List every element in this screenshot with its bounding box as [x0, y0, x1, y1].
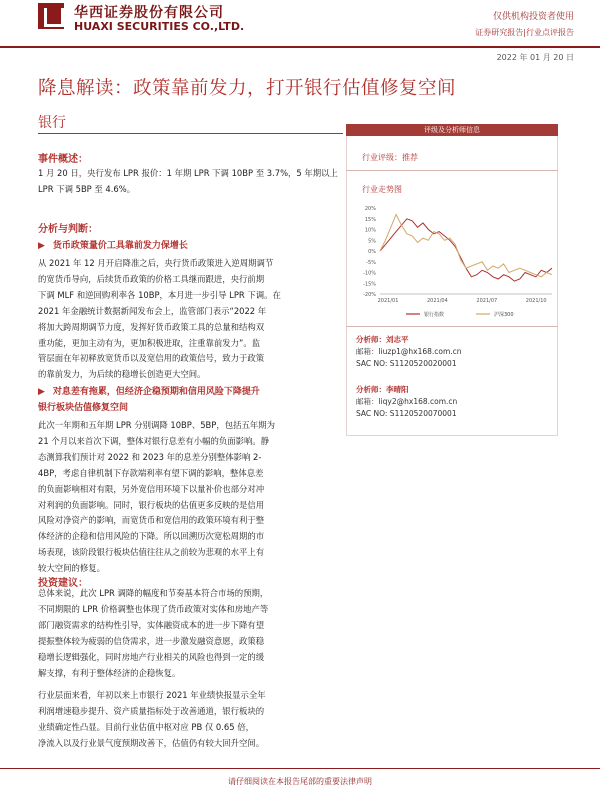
analyst-block-1 [356, 334, 462, 370]
advice-heading: 投资建议： [38, 578, 88, 589]
y-tick-label: 15% [364, 216, 376, 223]
event-heading: 事件概述： [38, 154, 88, 165]
legal-notice: 请仔细阅读在本报告尾部的重要法律声明 [228, 777, 372, 786]
analysis-heading: 分析与判断： [38, 224, 98, 235]
y-tick-label: -10% [363, 270, 376, 277]
report-date: 2022 年 01 月 20 日 [496, 53, 574, 62]
paragraph-line: 业绩确定性凸显。目前行业估值中枢对应 PB 仅 0.65 倍， [38, 721, 254, 732]
paragraph-line: 较大空间的修复。 [38, 563, 105, 574]
report-title: 降息解读：政策靠前发力，打开银行估值修复空间 [38, 78, 457, 99]
x-tick-label: 2021/04 [427, 298, 448, 304]
paragraph-line: 部门融资需求的结构性引导，实体融资成本的进一步下降有望 [38, 619, 265, 630]
paragraph-line: 的负面影响相对有限，另外宽信用环境下以量补价也部分对冲 [38, 483, 265, 494]
paragraph-line: 将加大跨周期调节力度，发挥好货币政策工具的总量和结构双 [38, 321, 265, 332]
paragraph-line: 不同期限的 LPR 价格调整也体现了货币政策对实体和房地产等 [38, 603, 269, 614]
y-tick-label: 5% [368, 238, 376, 245]
rating-divider [346, 170, 558, 171]
y-tick-label: -5% [366, 259, 376, 266]
sidebar-title-bar: 评级及分析师信息 [346, 124, 558, 136]
paragraph-line: 稳增长逻辑强化，同时房地产行业相关的风险也得到一定的缓 [38, 651, 265, 662]
y-tick-label: 20% [364, 206, 376, 212]
header-divider [0, 46, 600, 48]
analyst2-name: 分析师：李晴阳 [356, 385, 409, 394]
analyst2-email: 邮箱：liqy2@hx168.com.cn [356, 397, 458, 406]
paragraph-line: 利润增速稳步提升、资产质量指标处于改善通道，银行板块的 [38, 705, 265, 716]
advice-para2 [38, 688, 348, 752]
bullet-triangle-icon: ▶ [38, 387, 45, 397]
analysis-point2-text [38, 418, 348, 577]
paragraph-line: 下调 MLF 和逆回购利率各 10BP，本月进一步引导 LPR 下调。在 [38, 289, 281, 300]
analysis-point1-title: ▶ 货币政策量价工具靠前发力保增长 [38, 241, 188, 251]
series-line-1 [380, 219, 552, 281]
paragraph-line: 重功能，更加主动有为，更加积极进取，注重靠前发力”。监 [38, 337, 261, 348]
paragraph-line: 解支撑，有利于整体经济的企稳恢复。 [38, 667, 181, 678]
bullet-triangle-icon: ▶ [38, 241, 45, 251]
paragraph-line: 的靠前发力，为后续的稳增长创造更大空间。 [38, 369, 206, 380]
industry-rating: 行业评级：推荐 [362, 153, 418, 162]
analyst2-sac: SAC NO: S1120520070001 [356, 409, 457, 418]
analyst-block-2 [356, 384, 457, 420]
analyst1-sac: SAC NO: S1120520020001 [356, 359, 457, 368]
paragraph-line: 提振整体较为疲弱的信贷需求，进一步激发融资意愿，政策稳 [38, 635, 265, 646]
y-tick-label: 10% [364, 227, 376, 234]
paragraph-line: 此次一年期和五年期 LPR 分别调降 10BP、5BP，包括五年期为 [38, 420, 275, 430]
analysis-point2-title: ▶ 对息差有拖累，但经济企稳预期和信用风险下降提升 银行板块估值修复空间 [38, 387, 260, 413]
paragraph-line: 从 2021 年 12 月开启降准之后，央行货币政策进入逆周期调节 [38, 258, 274, 268]
sector-divider [38, 133, 343, 134]
audience-notice: 仅供机构投资者使用 [492, 12, 574, 22]
paragraph-line: 态测算我们预计对 2022 和 2023 年的息差分别整体影响 2- [38, 451, 262, 462]
y-tick-label: -20% [363, 292, 376, 298]
footer-divider [0, 768, 600, 769]
analyst1-name: 分析师：刘志平 [356, 335, 409, 344]
trend-chart [346, 198, 558, 324]
company-logo [38, 3, 64, 29]
sector-name: 银行 [38, 115, 66, 131]
paragraph-line: 4BP，考虑自律机制下存款端利率有望下调的影响，整体息差 [38, 467, 264, 478]
paragraph-line: 净流入以及行业景气度预期改善下，估值仍有较大回升空间。 [38, 737, 265, 748]
chart-divider [346, 326, 558, 327]
paragraph-line: 场表现，该阶段银行板块估值往往从之前较为悲观的水平上有 [38, 547, 265, 558]
event-text: 1 月 20 日，央行发布 LPR 报价：1 年期 LPR 下调 10BP 至 3.7%，5 年期以上 LPR 下调 5BP 至 4.6%。 [38, 168, 338, 194]
x-tick-label: 2021/01 [377, 298, 399, 304]
analysis-point1-text [38, 256, 348, 383]
legend-label: 银行指数 [424, 312, 445, 318]
paragraph-line: 21 个月以来首次下调，整体对银行息差有小幅的负面影响。静 [38, 435, 270, 446]
paragraph-line: 体经济的企稳和信用风险的下降。所以回溯历次宽松周期的市 [38, 531, 265, 542]
analyst1-email: 邮箱：liuzp1@hx168.com.cn [356, 347, 462, 356]
paragraph-line: 行业层面来看，年初以来上市银行 2021 年业绩快报显示全年 [38, 690, 266, 700]
paragraph-line: 总体来说，此次 LPR 调降的幅度和节奏基本符合市场的预期， [38, 588, 269, 598]
company-name-en: HUAXI SECURITIES CO.,LTD. [74, 20, 245, 33]
series-line-2 [380, 215, 552, 277]
y-tick-label: 0% [368, 249, 376, 255]
paragraph-line: 的宽货币导向，后续货币政策的价格工具继而跟进，央行前期 [38, 273, 265, 284]
y-tick-label: -15% [363, 281, 376, 288]
legend-label: 沪深300 [494, 312, 514, 318]
paragraph-line: 管层面在年初释放宽货币以及宽信用的政策信号，致力于政策 [38, 353, 265, 364]
x-tick-label: 2021/07 [476, 298, 498, 304]
paragraph-line: 风险对净资产的影响，而宽货币和宽信用的政策环境有利于整 [38, 515, 265, 526]
paragraph-line: 2021 年金融统计数据新闻发布会上，监管部门表示“2022 年 [38, 305, 267, 316]
trend-chart-label: 行业走势图 [362, 185, 402, 194]
report-type: 证券研究报告|行业点评报告 [475, 28, 574, 37]
company-name-cn: 华西证券股份有限公司 [74, 5, 224, 21]
paragraph-line: 对利润的负面影响。同时，银行板块的估值更多反映的是信用 [38, 499, 265, 510]
x-tick-label: 2021/10 [525, 298, 547, 304]
advice-para1 [38, 586, 348, 681]
